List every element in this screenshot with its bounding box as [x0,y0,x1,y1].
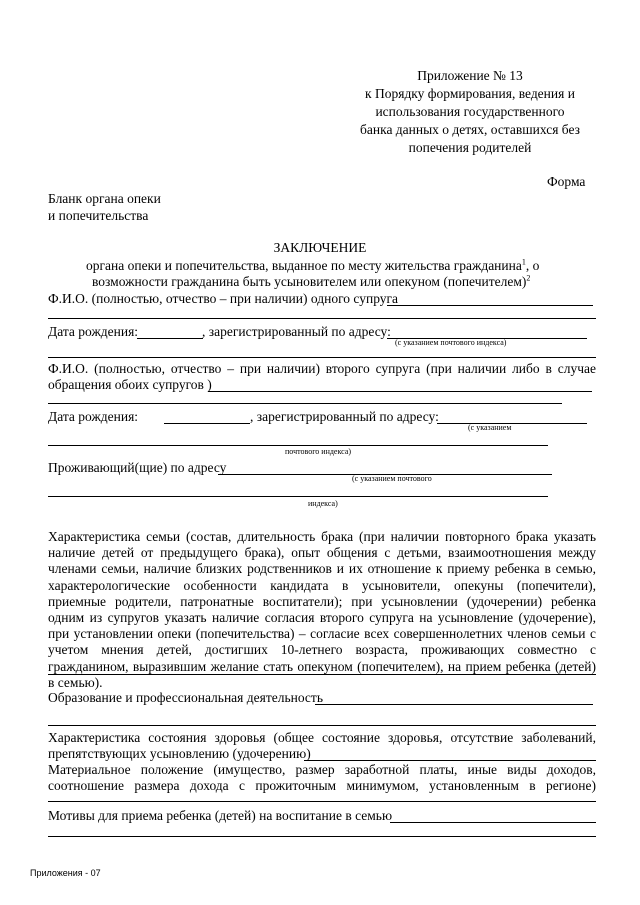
fio-spouse1-label: Ф.И.О. (полностью, отчество – при наличии) одного супруга [48,291,399,306]
material-field[interactable] [48,801,596,802]
postal-note: (с указанием почтового [352,474,432,483]
postal-note: (с указанием [468,423,512,432]
health-field[interactable] [304,760,596,761]
org-blank-line1: Бланк органа опеки [48,191,161,206]
address1-label: , зарегистрированный по адресу: [202,324,391,339]
motives-field[interactable] [390,822,596,823]
dob1-label: Дата рождения: [48,324,139,339]
subtitle-line1 [86,258,539,274]
appendix-line: банка данных о детях, оставшихся без [360,122,580,137]
address2-field-line2[interactable] [48,445,548,446]
family-characteristics-text: Характеристика семьи (состав, длительность брака (при наличии повторного брака указать наличие детей от предыдущего брака), опыт общения с детьми, взаимоотношения между членами семьи, наличие близких родственников и их отношение к приему ребенка в семью, характерологические особенности кандидата в усыновители, опекуны (попечители), приемные родители, патронатные воспитатели); при усыновлении (удочерении) ребенка одним из супругов указать наличие согласия второго супруга на усыновление (удочерение), при установлении опеки (попечительства) – согласие всех совершеннолетних членов семьи с учетом мнения детей, достигших 10-летнего возраста, проживающих совместно с гражданином, выразившим желание стать опекуном (попечителем), на прием ребенка (детей) в семью). [48,529,596,690]
living-address-label: Проживающий(щие) по адресу [48,460,227,475]
subtitle-text: , о [525,258,540,273]
appendix-number: Приложение № 13 [417,68,523,83]
fio-spouse2-field-line2[interactable] [48,403,562,404]
postal-note: (с указанием почтового индекса) [395,338,507,347]
subtitle-text: возможности гражданина быть усыновителем или опекуном (попечителем) [92,274,527,289]
fio-spouse2-label-cont: обращения обоих супругов ) [48,377,212,392]
material-label-cont: соотношение размера дохода с прожиточным минимумом, установленным в регионе) [48,778,596,793]
health-label-cont: препятствующих усыновлению (удочерению) [48,746,311,761]
address2-field[interactable] [437,423,587,424]
material-label: Материальное положение (имущество, размер заработной платы, иные виды доходов, [48,762,596,777]
living-address-field-line2[interactable] [48,496,548,497]
footnote-mark: 1 [521,257,526,267]
page-footer: Приложения - 07 [30,868,101,878]
postal-note: почтового индекса) [285,447,352,456]
subtitle-text: органа опеки и попечительства, выданное по месту жительства гражданина [86,258,522,273]
appendix-line: к Порядку формирования, ведения и [365,86,575,101]
fio-spouse1-field[interactable] [387,305,593,306]
form-label: Форма [547,174,586,189]
dob2-label: Дата рождения: [48,409,139,424]
address1-field-line2[interactable] [48,357,596,358]
education-field[interactable] [315,704,593,705]
education-label: Образование и профессиональная деятельность [48,690,323,705]
education-field-line2[interactable] [48,725,596,726]
motives-label: Мотивы для приема ребенка (детей) на воспитание в семью [48,808,393,823]
health-label: Характеристика состояния здоровья (общее состояние здоровья, отсутствие заболеваний, [48,730,596,745]
dob1-field[interactable] [137,338,203,339]
subtitle-line2 [92,274,530,290]
org-blank-line2: и попечительства [48,208,149,223]
motives-field-line2[interactable] [48,836,596,837]
address2-label: , зарегистрированный по адресу: [250,409,439,424]
fio-spouse1-field-line2[interactable] [48,318,596,319]
fio-spouse2-field[interactable] [208,391,592,392]
dob2-field[interactable] [164,423,250,424]
appendix-line: использования государственного [375,104,565,119]
fio-spouse2-label: Ф.И.О. (полностью, отчество – при наличии) второго супруга (при наличии либо в случае [48,361,596,376]
document-title: ЗАКЛЮЧЕНИЕ [273,240,367,255]
footnote-mark: 2 [526,273,531,283]
appendix-line: попечения родителей [408,140,532,155]
postal-note: индекса) [308,499,338,508]
family-characteristics-field[interactable] [48,674,596,675]
